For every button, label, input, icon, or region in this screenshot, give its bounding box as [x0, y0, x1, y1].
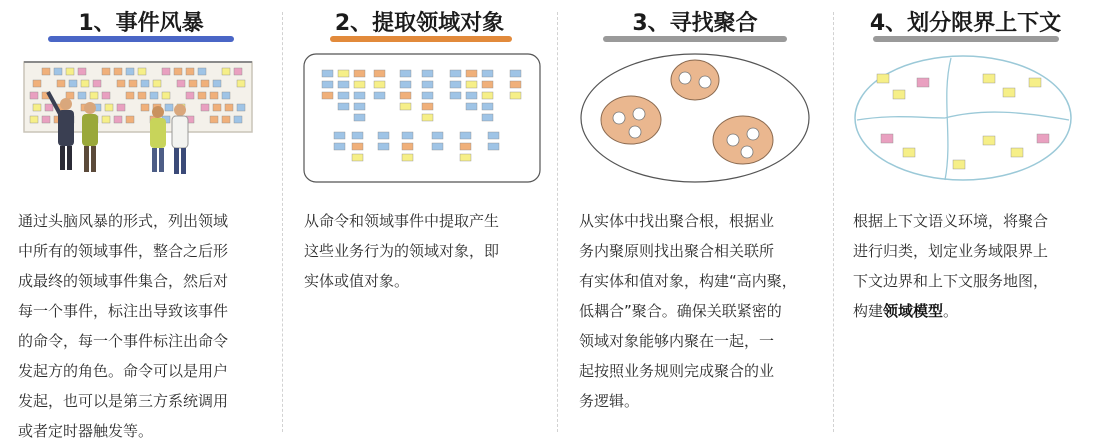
context-aggregate-card [881, 134, 893, 143]
domain-object-card [450, 81, 461, 88]
sticky-note [54, 68, 62, 75]
sticky-note [102, 92, 110, 99]
domain-object-card [460, 143, 471, 150]
sticky-note [225, 104, 233, 111]
sticky-note [126, 68, 134, 75]
domain-object-card [378, 143, 389, 150]
context-aggregate-card [1003, 88, 1015, 97]
sticky-note [78, 92, 86, 99]
sticky-note [114, 116, 122, 123]
sticky-note [93, 80, 101, 87]
domain-object-card [322, 92, 333, 99]
sticky-note [138, 68, 146, 75]
domain-object-card [402, 132, 413, 139]
sticky-note [222, 68, 230, 75]
domain-object-card [510, 92, 521, 99]
sticky-note [30, 116, 38, 123]
domain-object-card [488, 143, 499, 150]
sticky-note [129, 80, 137, 87]
sticky-note [186, 92, 194, 99]
sticky-note [33, 80, 41, 87]
domain-object-card [402, 154, 413, 161]
domain-object-card [510, 81, 521, 88]
domain-object-card [460, 132, 471, 139]
domain-object-card [466, 92, 477, 99]
sticky-note [210, 92, 218, 99]
domain-objects-illustration [282, 48, 557, 188]
sticky-note [201, 104, 209, 111]
domain-object-card [378, 132, 389, 139]
step-1-column [0, 0, 282, 444]
sticky-note [69, 80, 77, 87]
context-aggregate-card [917, 78, 929, 87]
sticky-note [117, 104, 125, 111]
sticky-note [105, 104, 113, 111]
domain-object-card [374, 92, 385, 99]
sticky-note [66, 68, 74, 75]
step-4-title: 4、划分限界上下文 [869, 11, 1062, 36]
domain-object-card [354, 114, 365, 121]
domain-object-card [400, 81, 411, 88]
sticky-note [57, 80, 65, 87]
step-4-description: 根据上下文语义环境，将聚合 进行归类，划定业务域限界上 下文边界和上下文服务地图， 构建领域模型。 [853, 212, 1049, 320]
aggregates-illustration [557, 48, 833, 188]
sticky-note [213, 80, 221, 87]
domain-object-card [374, 70, 385, 77]
domain-object-card [466, 70, 477, 77]
context-aggregate-card [983, 74, 995, 83]
sticky-note [45, 104, 53, 111]
sticky-note [33, 104, 41, 111]
sticky-note [237, 80, 245, 87]
step-1-description: 通过头脑风暴的形式，列出领域 中所有的领域事件，整合之后形 成最终的领域事件集合，然后对 每一个事件，标注出导致该事件 的命令，每一个事件标注出命令 发起方的角色。命令可以是用户 发起，也可以是第三方系统调用 或者定时器触发等。 [18, 212, 229, 440]
domain-object-card [422, 103, 433, 110]
step-2-description: 从命令和领域事件中提取产生 这些业务行为的领域对象，即 实体或值对象。 [304, 212, 500, 290]
sticky-note [210, 116, 218, 123]
domain-object-card [432, 132, 443, 139]
domain-model-emphasis: 领域模型 [883, 302, 944, 320]
context-aggregate-card [1011, 148, 1023, 157]
sticky-note [117, 80, 125, 87]
domain-object-card [338, 92, 349, 99]
domain-object-card [354, 70, 365, 77]
domain-object-card [482, 103, 493, 110]
sticky-note [198, 68, 206, 75]
domain-object-card [422, 114, 433, 121]
sticky-note [114, 68, 122, 75]
domain-object-card [450, 92, 461, 99]
domain-object-card [322, 81, 333, 88]
step-2-underline [330, 36, 512, 42]
sticky-note [177, 80, 185, 87]
sticky-note [78, 68, 86, 75]
domain-object-card [334, 132, 345, 139]
event-storming-illustration [0, 48, 282, 188]
sticky-note [141, 104, 149, 111]
sticky-note [90, 92, 98, 99]
domain-object-card [466, 103, 477, 110]
sticky-note [162, 68, 170, 75]
domain-object-card [338, 103, 349, 110]
domain-object-card [352, 143, 363, 150]
sticky-note [126, 116, 134, 123]
step-3-title: 3、寻找聚合 [632, 11, 758, 36]
sticky-note [66, 92, 74, 99]
context-aggregate-card [953, 160, 965, 169]
domain-object-card [400, 92, 411, 99]
sticky-note [150, 92, 158, 99]
domain-object-card [354, 81, 365, 88]
sticky-note [81, 80, 89, 87]
sticky-note [141, 80, 149, 87]
sticky-note [213, 104, 221, 111]
domain-object-card [482, 114, 493, 121]
sticky-note [153, 80, 161, 87]
domain-object-card [334, 143, 345, 150]
domain-object-card [402, 143, 413, 150]
step-1-underline [48, 36, 234, 42]
domain-object-card [432, 143, 443, 150]
domain-object-card [488, 132, 499, 139]
step-4-underline [873, 36, 1059, 42]
step-3-underline [603, 36, 787, 42]
domain-object-card [352, 132, 363, 139]
domain-object-card [354, 103, 365, 110]
domain-object-card [482, 70, 493, 77]
domain-object-card [354, 92, 365, 99]
context-aggregate-card [877, 74, 889, 83]
context-aggregate-card [983, 136, 995, 145]
sticky-note [30, 92, 38, 99]
context-aggregate-card [1037, 134, 1049, 143]
context-aggregate-card [893, 90, 905, 99]
sticky-note [42, 68, 50, 75]
domain-object-card [510, 70, 521, 77]
sticky-note [42, 116, 50, 123]
sticky-note [234, 68, 242, 75]
sticky-note [186, 68, 194, 75]
context-aggregate-card [1029, 78, 1041, 87]
sticky-note [165, 104, 173, 111]
step-4-column [833, 0, 1098, 444]
sticky-note [201, 80, 209, 87]
step-2-column [282, 0, 557, 444]
step-2-title: 2、提取领域对象 [334, 11, 505, 36]
domain-object-card [338, 81, 349, 88]
step-3-column [557, 0, 833, 444]
domain-object-card [338, 70, 349, 77]
sticky-note [102, 68, 110, 75]
domain-object-card [422, 70, 433, 77]
sticky-note [162, 92, 170, 99]
domain-object-card [482, 81, 493, 88]
sticky-note [174, 68, 182, 75]
sticky-note [222, 116, 230, 123]
domain-object-card [352, 154, 363, 161]
domain-object-card [400, 70, 411, 77]
sticky-note [189, 80, 197, 87]
domain-object-card [374, 81, 385, 88]
domain-object-card [482, 92, 493, 99]
sticky-note [222, 92, 230, 99]
domain-object-card [422, 81, 433, 88]
domain-object-card [466, 81, 477, 88]
domain-object-card [460, 154, 471, 161]
domain-object-card [322, 70, 333, 77]
sticky-note [198, 92, 206, 99]
sticky-note [126, 92, 134, 99]
context-aggregate-card [903, 148, 915, 157]
sticky-note [138, 92, 146, 99]
step-3-description: 从实体中找出聚合根，根据业 务内聚原则找出聚合相关联所 有实体和值对象，构建“高内聚， 低耦合”聚合。确保关联紧密的 领域对象能够内聚在一起，一 起按照业务规则完成聚合的业 务逻辑。 [579, 212, 797, 410]
domain-object-card [422, 92, 433, 99]
sticky-note [102, 116, 110, 123]
domain-object-card [400, 103, 411, 110]
bounded-context-illustration [833, 48, 1098, 188]
step-1-title: 1、事件风暴 [78, 11, 204, 36]
domain-object-card [450, 70, 461, 77]
sticky-note [237, 104, 245, 111]
sticky-note [234, 116, 242, 123]
